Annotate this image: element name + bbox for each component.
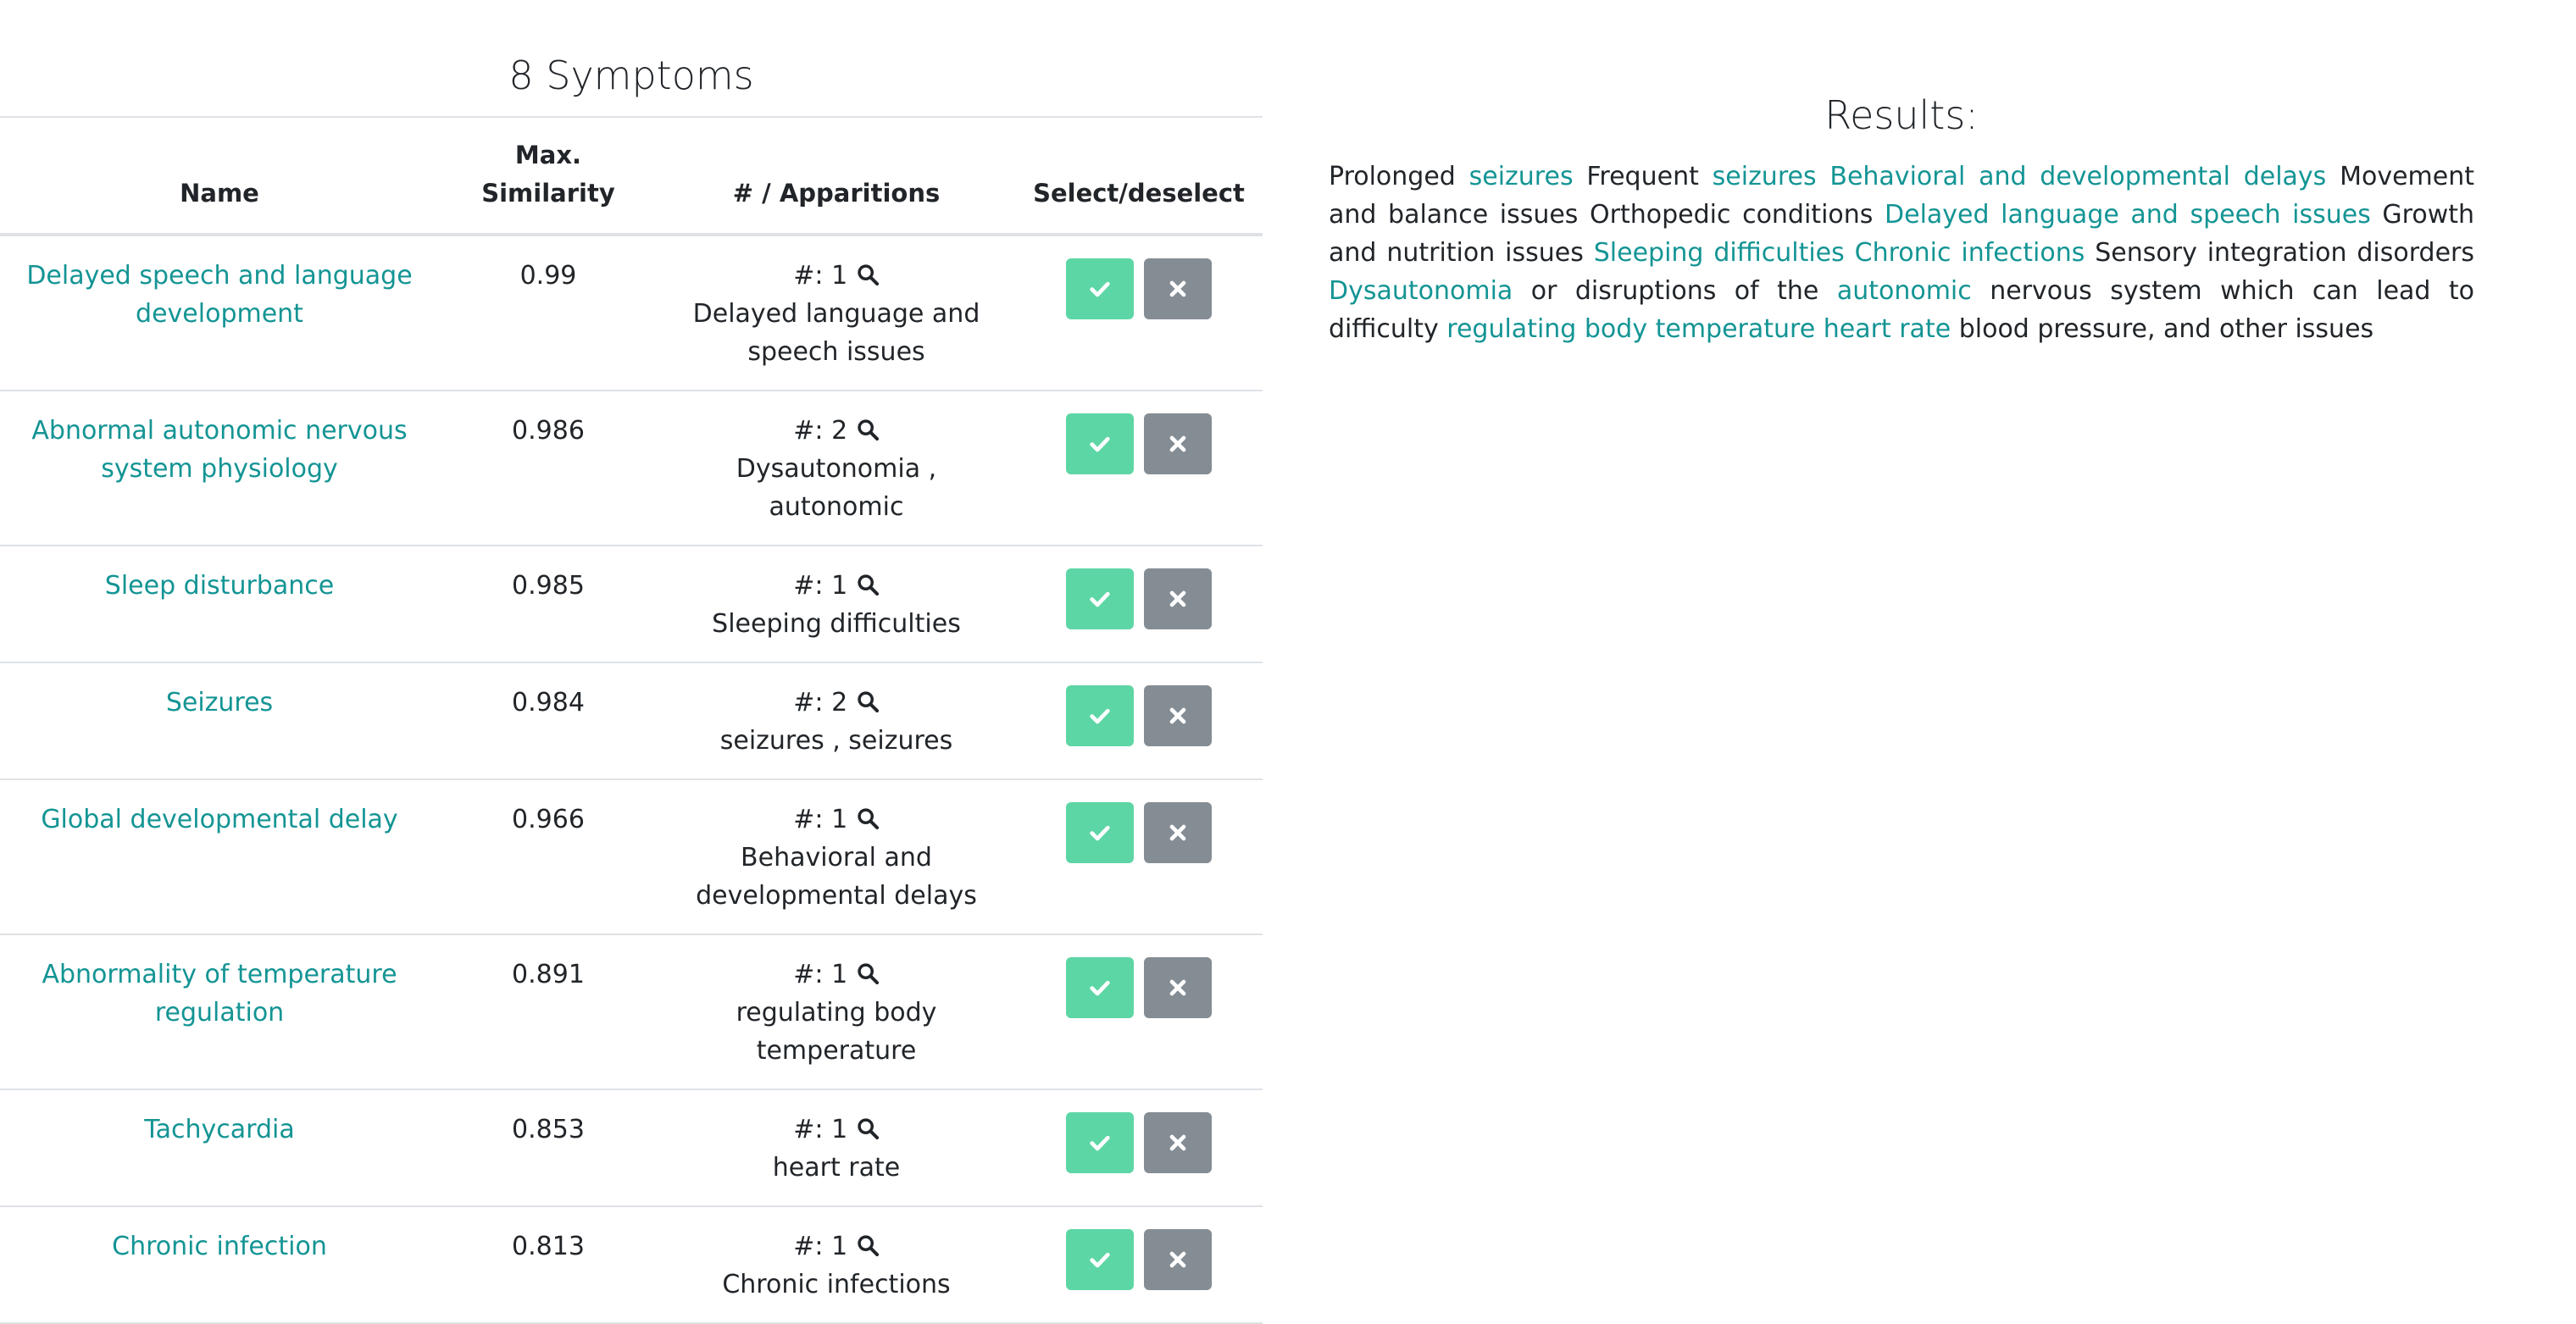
results-text-segment	[1817, 162, 1830, 191]
highlighted-term[interactable]: Sleeping difficulties	[1593, 238, 1845, 268]
deselect-button[interactable]	[1144, 957, 1212, 1018]
table-row	[0, 779, 1263, 934]
deselect-button[interactable]	[1144, 1112, 1212, 1173]
close-icon	[1166, 704, 1190, 728]
results-text-segment	[1815, 314, 1824, 344]
symptom-name-cell	[0, 934, 439, 1089]
apparitions-cell	[658, 235, 1015, 391]
symptom-name-cell	[0, 1089, 439, 1206]
column-header-apparitions: # / Apparitions	[658, 118, 1015, 235]
table-row	[0, 934, 1263, 1089]
symptom-name-link[interactable]: Delayed speech and language development	[26, 261, 413, 329]
apparition-count	[668, 412, 1005, 450]
results-panel	[1329, 0, 2474, 348]
count-prefix: #:	[793, 1232, 832, 1261]
highlighted-term[interactable]: seizures	[1712, 162, 1817, 191]
results-title: Results:	[1824, 92, 1979, 138]
close-icon	[1166, 587, 1190, 611]
search-icon[interactable]	[856, 686, 880, 710]
apparitions-cell	[658, 1089, 1015, 1206]
search-icon[interactable]	[856, 1230, 880, 1254]
count-prefix: #:	[793, 416, 832, 446]
apparitions-cell	[658, 546, 1015, 662]
highlighted-term[interactable]: Chronic infections	[1854, 238, 2085, 268]
highlighted-term[interactable]: Dysautonomia	[1329, 276, 1513, 306]
deselect-button[interactable]	[1144, 1229, 1212, 1290]
close-icon	[1166, 976, 1190, 1000]
similarity-header-line2: Similarity	[481, 179, 615, 208]
similarity-value: 0.986	[439, 391, 658, 546]
search-icon[interactable]	[856, 569, 880, 593]
symptom-name-link[interactable]: Seizures	[165, 688, 274, 717]
count-prefix: #:	[793, 1115, 832, 1144]
apparition-count	[668, 800, 1005, 839]
apparition-text: Dysautonomia , autonomic	[736, 454, 937, 522]
results-text-segment	[1845, 238, 1855, 268]
symptom-name-cell	[0, 391, 439, 546]
search-icon[interactable]	[856, 958, 880, 982]
deselect-button[interactable]	[1144, 802, 1212, 863]
select-button[interactable]	[1066, 1112, 1134, 1173]
table-row	[0, 391, 1263, 546]
select-button[interactable]	[1066, 258, 1134, 319]
apparitions-cell	[658, 391, 1015, 546]
table-header-row	[0, 118, 1263, 235]
select-cell	[1015, 934, 1263, 1089]
count-value: 1	[831, 805, 848, 834]
select-button[interactable]	[1066, 1229, 1134, 1290]
similarity-value: 0.99	[439, 235, 658, 391]
select-cell	[1015, 391, 1263, 546]
apparition-text: regulating body temperature	[736, 998, 937, 1066]
highlighted-term[interactable]: Delayed language and speech issues	[1885, 200, 2371, 230]
apparition-text: Behavioral and developmental delays	[696, 843, 977, 911]
deselect-button[interactable]	[1144, 258, 1212, 319]
results-text-segment: Frequent	[1573, 162, 1713, 191]
check-icon	[1088, 821, 1112, 845]
similarity-header-line1: Max.	[514, 141, 582, 169]
similarity-value: 0.853	[439, 1089, 658, 1206]
symptom-name-link[interactable]: Abnormality of temperature regulation	[42, 960, 397, 1028]
check-icon	[1088, 1131, 1112, 1155]
count-value: 1	[831, 960, 848, 989]
count-prefix: #:	[793, 688, 832, 717]
highlighted-term[interactable]: autonomic	[1836, 276, 1972, 306]
similarity-value: 0.966	[439, 779, 658, 934]
select-button-group	[1066, 1112, 1212, 1173]
symptom-name-link[interactable]: Tachycardia	[144, 1115, 295, 1144]
count-value: 1	[831, 261, 848, 291]
results-text-segment: Growth and nutrition issues	[1329, 200, 2475, 268]
results-text-segment: Movement and balance issues Orthopedic conditions	[1329, 162, 2474, 230]
apparition-count	[668, 684, 1005, 722]
select-button-group	[1066, 568, 1212, 629]
symptoms-title: 8 Symptoms	[0, 0, 1263, 118]
highlighted-term[interactable]: regulating body temperature	[1446, 314, 1816, 344]
similarity-value: 0.813	[439, 1206, 658, 1323]
close-icon	[1166, 277, 1190, 301]
column-header-select: Select/deselect	[1015, 118, 1263, 235]
table-row	[0, 1206, 1263, 1323]
symptom-name-link[interactable]: Chronic infection	[112, 1232, 327, 1261]
select-cell	[1015, 779, 1263, 934]
symptoms-table-body	[0, 235, 1263, 1323]
apparition-text: Delayed language and speech issues	[692, 299, 980, 367]
deselect-button[interactable]	[1144, 413, 1212, 474]
similarity-value: 0.984	[439, 662, 658, 779]
select-button-group	[1066, 258, 1212, 319]
apparition-text: Sleeping difficulties	[712, 609, 961, 639]
count-prefix: #:	[793, 805, 832, 834]
select-button-group	[1066, 957, 1212, 1018]
apparition-text: heart rate	[772, 1153, 901, 1183]
close-icon	[1166, 821, 1190, 845]
apparition-count	[668, 567, 1005, 605]
apparition-count	[668, 956, 1005, 994]
select-button[interactable]	[1066, 413, 1134, 474]
search-icon[interactable]	[856, 414, 880, 438]
count-value: 2	[831, 688, 848, 717]
column-header-similarity	[439, 118, 658, 235]
symptom-name-link[interactable]: Global developmental delay	[41, 805, 398, 834]
column-header-name: Name	[0, 118, 439, 235]
symptom-name-cell	[0, 546, 439, 662]
count-value: 1	[831, 571, 848, 601]
similarity-value: 0.891	[439, 934, 658, 1089]
select-button[interactable]	[1066, 802, 1134, 863]
check-icon	[1088, 587, 1112, 611]
select-button-group	[1066, 802, 1212, 863]
table-row	[0, 546, 1263, 662]
check-icon	[1088, 976, 1112, 1000]
deselect-button[interactable]	[1144, 568, 1212, 629]
search-icon[interactable]	[856, 259, 880, 283]
search-icon[interactable]	[856, 803, 880, 827]
select-cell	[1015, 1206, 1263, 1323]
apparition-text: seizures , seizures	[719, 726, 953, 756]
symptom-name-link[interactable]: Abnormal autonomic nervous system physiology	[31, 416, 408, 484]
select-button[interactable]	[1066, 957, 1134, 1018]
symptom-name-cell	[0, 235, 439, 391]
highlighted-term[interactable]: heart rate	[1823, 314, 1951, 344]
similarity-value: 0.985	[439, 546, 658, 662]
check-icon	[1088, 704, 1112, 728]
select-cell	[1015, 546, 1263, 662]
select-cell	[1015, 235, 1263, 391]
count-value: 1	[831, 1232, 848, 1261]
results-text-segment: blood pressure, and other issues	[1951, 314, 2374, 344]
deselect-button[interactable]	[1144, 685, 1212, 746]
symptom-name-link[interactable]: Sleep disturbance	[104, 571, 335, 601]
select-button[interactable]	[1066, 685, 1134, 746]
select-button-group	[1066, 1229, 1212, 1290]
results-text	[1329, 158, 2474, 348]
results-text-segment: Prolonged	[1329, 162, 1469, 191]
close-icon	[1166, 1131, 1190, 1155]
table-row	[0, 1089, 1263, 1206]
symptoms-panel	[0, 0, 1263, 1324]
close-icon	[1166, 432, 1190, 456]
results-text-segment: or disruptions of the	[1513, 276, 1837, 306]
count-value: 2	[831, 416, 848, 446]
table-row	[0, 235, 1263, 391]
count-value: 1	[831, 1115, 848, 1144]
symptoms-table	[0, 118, 1263, 1324]
count-prefix: #:	[793, 571, 832, 601]
select-cell	[1015, 1089, 1263, 1206]
select-button-group	[1066, 413, 1212, 474]
search-icon[interactable]	[856, 1113, 880, 1137]
count-prefix: #:	[793, 261, 832, 291]
check-icon	[1088, 432, 1112, 456]
select-button[interactable]	[1066, 568, 1134, 629]
apparition-text: Chronic infections	[722, 1270, 951, 1299]
symptom-name-cell	[0, 662, 439, 779]
highlighted-term[interactable]: seizures	[1468, 162, 1574, 191]
apparition-count	[668, 1111, 1005, 1149]
results-text-segment: Sensory integration disorders	[2085, 238, 2475, 268]
symptom-name-cell	[0, 779, 439, 934]
close-icon	[1166, 1248, 1190, 1271]
apparitions-cell	[658, 1206, 1015, 1323]
apparitions-cell	[658, 662, 1015, 779]
highlighted-term[interactable]: Behavioral and developmental delays	[1829, 162, 2327, 191]
symptom-name-cell	[0, 1206, 439, 1323]
table-row	[0, 662, 1263, 779]
apparition-count	[668, 257, 1005, 295]
apparitions-cell	[658, 779, 1015, 934]
check-icon	[1088, 1248, 1112, 1271]
select-button-group	[1066, 685, 1212, 746]
results-text-segment: nervous system which can lead to difficulty	[1329, 276, 2475, 344]
apparitions-cell	[658, 934, 1015, 1089]
select-cell	[1015, 662, 1263, 779]
apparition-count	[668, 1227, 1005, 1266]
count-prefix: #:	[793, 960, 832, 989]
check-icon	[1088, 277, 1112, 301]
